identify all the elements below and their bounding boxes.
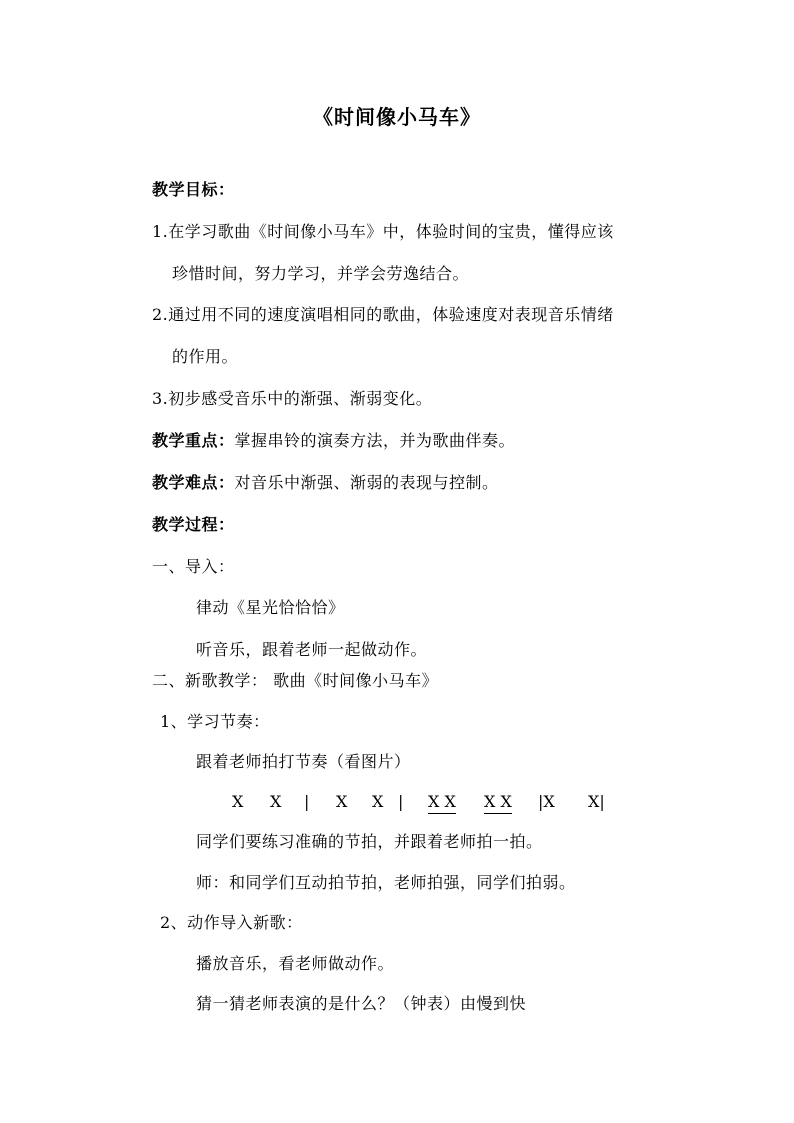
rhythm-beat: X <box>270 792 282 811</box>
goal-line-3: 3.初步感受音乐中的渐强、渐弱变化。 <box>152 389 433 408</box>
rhythm-beat: X <box>372 792 384 811</box>
key-point-text: 掌握串铃的演奏方法，并为歌曲伴奏。 <box>234 431 516 450</box>
rhythm-barline: | <box>398 792 404 811</box>
goal-line-2-cont: 的作用。 <box>172 347 239 366</box>
step2-line-2: 猜一猜老师表演的是什么？（钟表）由慢到快 <box>196 994 527 1013</box>
goal-line-1: 1.在学习歌曲《时间像小马车》中，体验时间的宝贵，懂得应该 <box>152 222 614 241</box>
rhythm-barline-beat: |X <box>538 792 555 811</box>
rhythm-eighth-pair: X X <box>484 792 512 814</box>
step1-heading: 1、学习节奏： <box>160 712 270 731</box>
step1-intro: 跟着老师拍打节奏（看图片） <box>196 752 411 771</box>
rhythm-beat: X <box>336 792 348 811</box>
section1-line-2: 听音乐，跟着老师一起做动作。 <box>196 640 428 659</box>
difficulty <box>152 473 499 493</box>
rhythm-barline: | <box>304 792 310 811</box>
difficulty-text: 对音乐中渐强、渐弱的表现与控制。 <box>234 473 499 492</box>
rhythm-notation <box>232 792 632 816</box>
step1-after-1: 同学们要练习准确的节拍，并跟着老师拍一拍。 <box>196 832 543 851</box>
section1-line-1: 律动《星光恰恰恰》 <box>196 598 345 617</box>
document-title: 《时间像小马车》 <box>313 105 481 129</box>
step1-after-2: 师：和同学们互动拍节拍，老师拍强，同学们拍弱。 <box>196 873 576 892</box>
key-point <box>152 431 515 451</box>
goal-line-1-cont: 珍惜时间，努力学习，并学会劳逸结合。 <box>172 264 470 283</box>
rhythm-beat-barline: X| <box>588 792 605 811</box>
key-point-label: 教学重点： <box>152 431 235 450</box>
process-heading: 教学过程： <box>152 515 235 534</box>
rhythm-beat: X <box>232 792 244 811</box>
section1-heading: 一、导入： <box>152 557 235 576</box>
difficulty-label: 教学难点： <box>152 473 235 492</box>
goals-heading: 教学目标： <box>152 180 235 199</box>
section2-heading: 二、新歌教学： 歌曲《时间像小马车》 <box>152 671 439 690</box>
step2-heading: 2、动作导入新歌： <box>160 913 303 932</box>
goal-line-2: 2.通过用不同的速度演唱相同的歌曲，体验速度对表现音乐情绪 <box>152 305 614 324</box>
rhythm-eighth-pair: X X <box>428 792 456 814</box>
step2-line-1: 播放音乐，看老师做动作。 <box>196 954 395 973</box>
